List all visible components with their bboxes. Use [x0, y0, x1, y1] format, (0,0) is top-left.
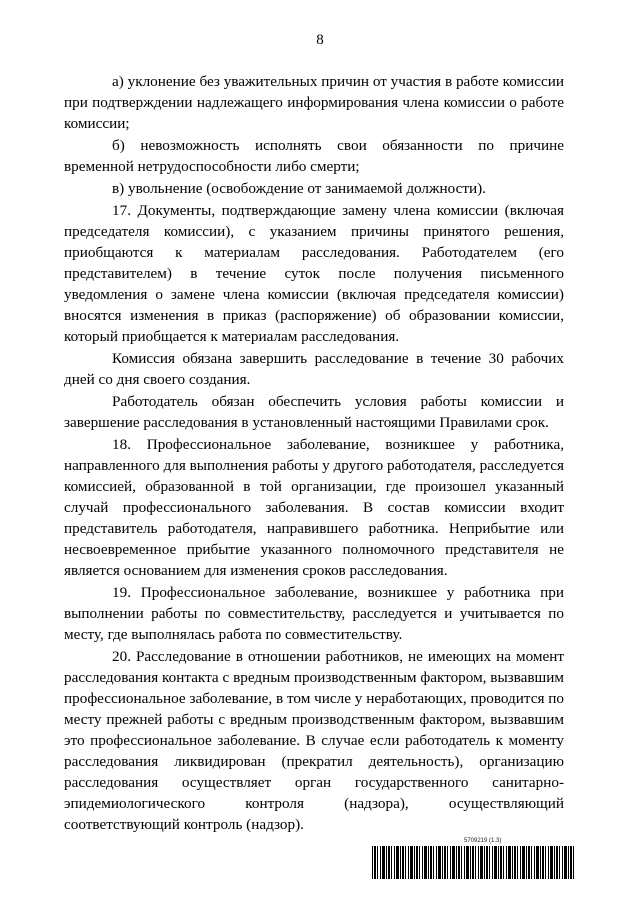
- paragraph-commission-deadline: Комиссия обязана завершить расследование в течение 30 рабочих дней со дня своего создания.: [64, 350, 564, 388]
- paragraph-clause-v: в) увольнение (освобождение от занимаемой должности).: [112, 180, 486, 197]
- paragraph-employer-duty: Работодатель обязан обеспечить условия работы комиссии и завершение расследования в установленный настоящими Правилами срок.: [64, 393, 564, 431]
- barcode-image: [372, 846, 574, 879]
- paragraph-19: 19. Профессиональное заболевание, возникшее у работника при выполнении работы по совместительству, расследуется и учитывается по месту, где выполнялась работа по совместительству.: [64, 584, 564, 643]
- paragraph-20: 20. Расследование в отношении работников, не имеющих на момент расследования контакта с вредным производственным фактором, вызвавшим профессиональное заболевание, в том числе у неработающих, проводится по месту прежней работы с вредным производственным фактором, вызвавшим это профессиональное заболевание. В случае если работодатель к моменту расследования ликвидирован (прекратил деятельность), организацию расследования осуществляет орган государственного санитарно-эпидемиологического контроля (надзора), осуществляющий соответствующий контроль (надзор).: [64, 648, 564, 833]
- paragraph-18: 18. Профессиональное заболевание, возникшее у работника, направленного для выполнения работы у другого работодателя, расследуется комиссией, образованной в той организации, где произошел указанный случай профессионального заболевания. В состав комиссии входит представитель работодателя, направившего работника. Неприбытие или несвоевременное прибытие указанного полномочного представителя не является основанием для изменения сроков расследования.: [64, 436, 564, 579]
- page-number: 8: [316, 32, 324, 48]
- paragraph-clause-a: а) уклонение без уважительных причин от участия в работе комиссии при подтверждении надлежащего информирования члена комиссии о работе комиссии;: [64, 73, 564, 132]
- document-body: [64, 71, 564, 835]
- paragraph-clause-b: б) невозможность исполнять свои обязанности по причине временной нетрудоспособности либо смерти;: [64, 137, 564, 175]
- paragraph-17: 17. Документы, подтверждающие замену члена комиссии (включая председателя комиссии), с указанием причины принятого решения, приобщаются к материалам расследования. Работодателем (его представителем) в течение суток после получения письменного уведомления о замене члена комиссии (включая председателя комиссии) вносятся изменения в приказ (распоряжение) об образовании комиссии, который приобщается к материалам расследования.: [64, 202, 564, 345]
- document-code: 5709219 (1.3): [464, 838, 502, 844]
